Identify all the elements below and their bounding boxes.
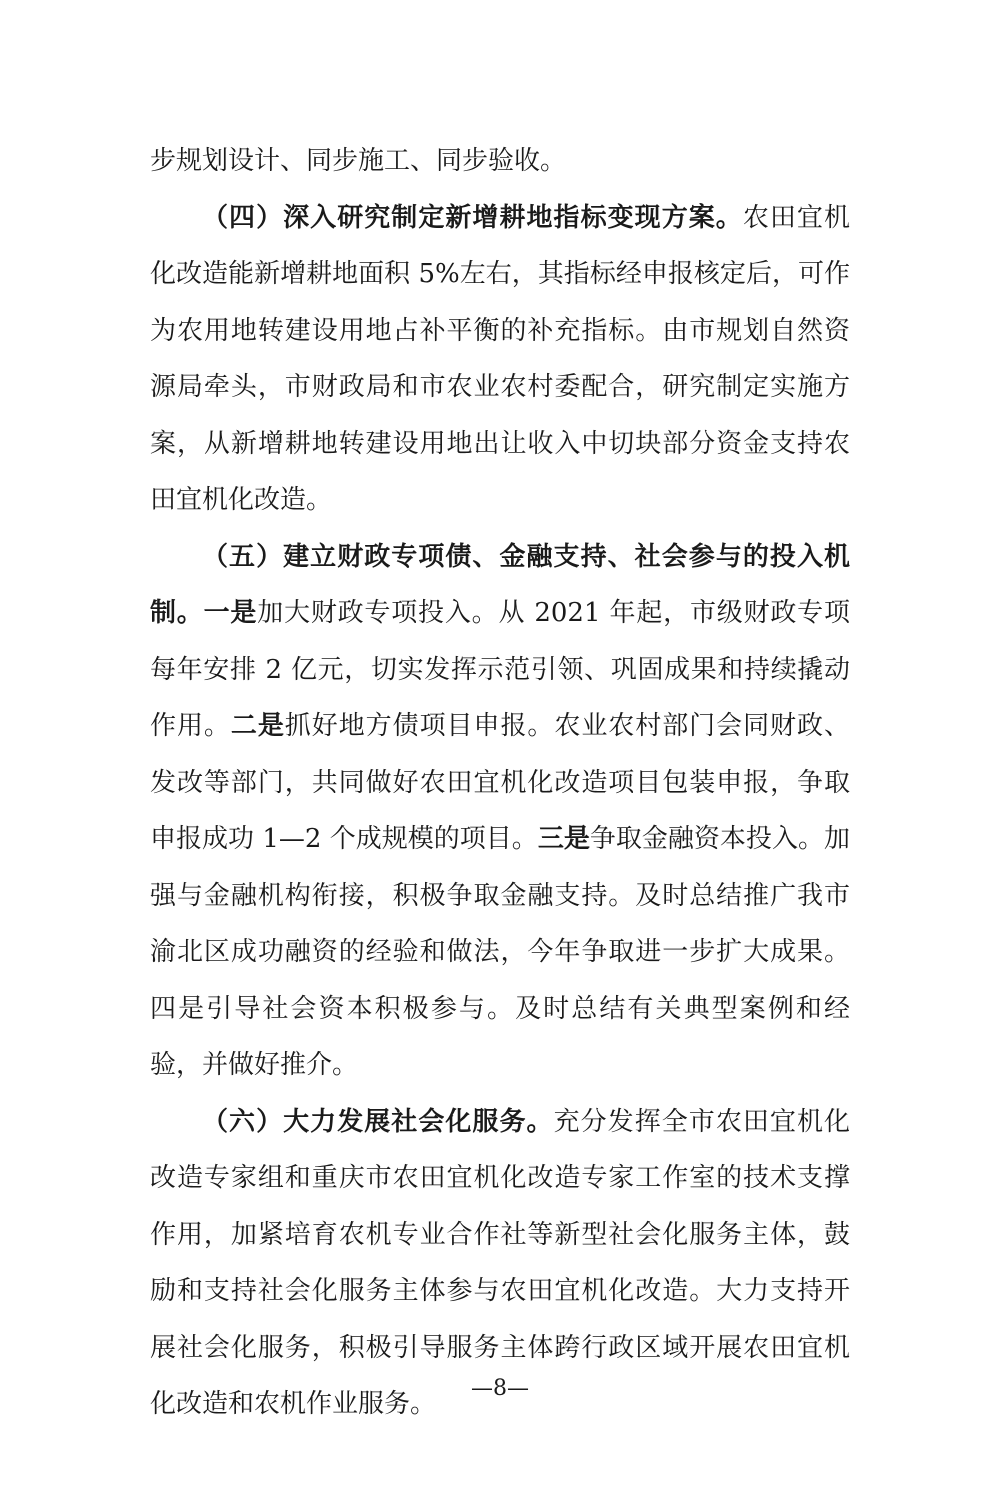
- point-label-1: 一是: [203, 598, 258, 628]
- section-heading: （五）建立财政专项债、金融支持、社会参与的投入机制。: [150, 541, 850, 628]
- point-label-3: 三是: [537, 824, 590, 854]
- point-text-1: 加大财政专项投入。从 2021 年起，市级财政专项每年安排 2 亿元，切实发挥示范引领、巩固成果和持续撬动作用。: [150, 598, 850, 741]
- paragraph-section-5: [150, 529, 850, 1094]
- section-heading: （六）大力发展社会化服务。: [202, 1106, 554, 1137]
- paragraph-text: 充分发挥全市农田宜机化改造专家组和重庆市农田宜机化改造专家工作室的技术支撑作用，加紧培育农机专业合作社等新型社会化服务主体，鼓励和支持社会化服务主体参与农田宜机化改造。大力支持开展社会化服务，积极引导服务主体跨行政区域开展农田宜机化改造和农机作业服务。: [150, 1106, 850, 1419]
- paragraph-text: 农田宜机化改造能新增耕地面积 5%左右，其指标经申报核定后，可作为农用地转建设用地占补平衡的补充指标。由市规划自然资源局牵头，市财政局和市农业农村委配合，研究制定实施方案，从新增耕地转建设用地出让收入中切块部分资金支持农田宜机化改造。: [150, 202, 850, 515]
- section-heading: （四）深入研究制定新增耕地指标变现方案。: [202, 202, 743, 233]
- paragraph-section-4: [150, 190, 850, 529]
- point-label-2: 二是: [230, 711, 285, 741]
- paragraph-text: 步规划设计、同步施工、同步验收。: [150, 146, 567, 176]
- point-text-2: 抓好地方债项目申报。农业农村部门会同财政、发改等部门，共同做好农田宜机化改造项目包装申报，争取申报成功 1—2 个成规模的项目。: [150, 711, 850, 854]
- paragraph-continuation: [150, 133, 850, 190]
- document-body: [150, 133, 850, 1433]
- page-number: —8—: [471, 1376, 529, 1401]
- point-text-3: 争取金融资本投入。加强与金融机构衔接，积极争取金融支持。及时总结推广我市渝北区成功融资的经验和做法，今年争取进一步扩大成果。四是引导社会资本积极参与。及时总结有关典型案例和经验，并做好推介。: [150, 824, 850, 1080]
